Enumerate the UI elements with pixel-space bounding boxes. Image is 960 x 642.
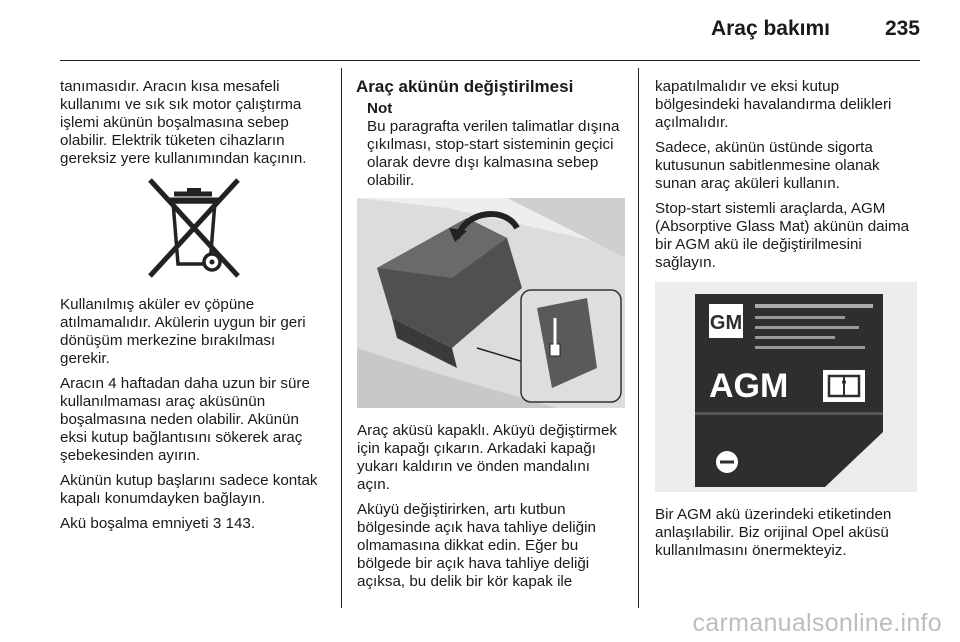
- page-header-title: Araç bakımı: [710, 17, 830, 40]
- paragraph: Aracın 4 haftadan daha uzun bir süre kullanılmaması araç aküsünün boşalmasına neden olabilir. Akünün eksi kutup bağlantısını sökerek araç şebekesinden ayırın.: [60, 375, 310, 464]
- column-right: [655, 78, 923, 567]
- paragraph: Aküyü değiştirirken, artı kutbun bölgesinde açık hava tahliye deliğin olmamasına dikkat edin. Eğer bu bölgede bir açık hava tahliye deliği açıksa, bu delik bir kör kapak ile: [357, 501, 596, 590]
- agm-label-text: AGM: [709, 367, 789, 405]
- paragraph: tanımasıdır. Aracın kısa mesafeli kullanımı ve sık sık motor çalıştırma işlemi akünün boşalmasına sebep olabilir. Elektrik tüketen cihazların gereksiz yere kullanımından kaçının.: [60, 78, 307, 167]
- column-divider: [341, 68, 342, 608]
- column-divider: [638, 68, 639, 608]
- paragraph: Araç aküsü kapaklı. Aküyü değiştirmek için kapağı çıkarın. Arkadaki kapağı yukarı kaldırın ve önden mandalını açın.: [357, 422, 617, 493]
- watermark-text: carmanualsonline.info: [692, 609, 942, 637]
- page-reference-link[interactable]: 143.: [225, 515, 256, 532]
- paragraph: Sadece, akünün üstünde sigorta kutusunun sabitlenmesine olanak sunan araç aküleri kullanın.: [655, 139, 880, 192]
- note-text: Bu paragrafta verilen talimatlar dışına çıkılması, stop-start sisteminin geçici olarak devre dışı kalmasına sebep olabilir.: [367, 118, 620, 189]
- paragraph: [60, 515, 328, 533]
- paragraph: Kullanılmış aküler ev çöpüne atılmamalıdır. Akülerin uygun bir geri dönüşüm merkezine bırakılması gerekir.: [60, 296, 306, 367]
- header-divider: [60, 60, 920, 61]
- note-label: Not: [367, 100, 393, 117]
- battery-cover-photo: [357, 198, 625, 408]
- paragraph: kapatılmalıdır ve eksi kutup bölgesindeki havalandırma delikleri açılmalıdır.: [655, 78, 892, 131]
- paragraph: Akünün kutup başlarını sadece kontak kapalı konumdayken bağlayın.: [60, 472, 318, 507]
- crossed-out-bin-icon: [142, 176, 246, 280]
- reference-text: Akü boşalma emniyeti: [60, 515, 209, 532]
- agm-battery-label-photo: [655, 282, 917, 492]
- page-number: 235: [884, 17, 920, 40]
- column-middle: [357, 78, 625, 598]
- recycling-bin-figure: [60, 176, 328, 280]
- section-title: Araç akünün değiştirilmesi: [356, 77, 574, 96]
- column-left: [60, 78, 328, 540]
- paragraph: Bir AGM akü üzerindeki etiketinden anlaşılabilir. Biz orijinal Opel aküsü kullanılmasını önermekteyiz.: [655, 506, 892, 559]
- note-box: [357, 100, 625, 190]
- paragraph: Stop-start sistemli araçlarda, AGM (Absorptive Glass Mat) akünün daima bir AGM akü ile değiştirilmesini sağlayın.: [655, 200, 910, 271]
- gm-logo: GM: [709, 312, 743, 334]
- reference-arrow-glyph: 3: [212, 515, 222, 532]
